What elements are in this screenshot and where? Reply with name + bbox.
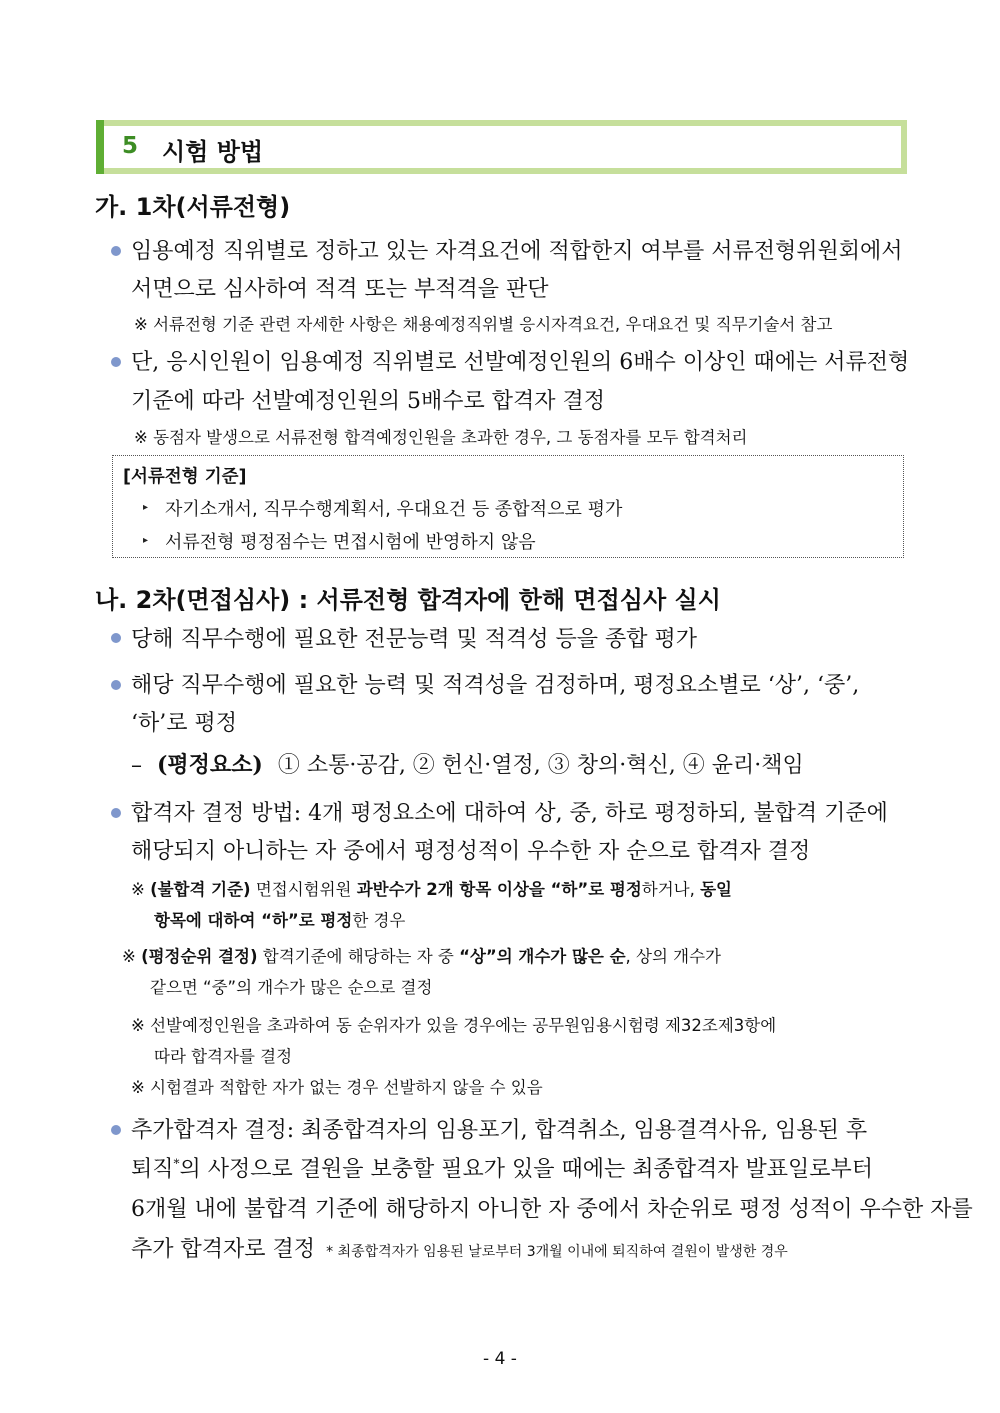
part-b-bullet2-line2: ‘하’로 평정 [131,711,237,736]
note-emphasis: 항목에 대하여 “하”로 평정 [154,911,353,930]
part-a-bullet1-line2: 서면으로 심사하여 적격 또는 부적격을 판단 [131,277,549,302]
note-tie: ※ 선발예정인원을 초과하여 동 순위자가 있을 경우에는 공무원임용시험령 제32조제3항에 [131,1016,777,1035]
bullet-dot [111,357,121,367]
note-mark: ※ [131,880,145,899]
part-b-bullet4-line1: 추가합격자 결정: 최종합격자의 임용포기, 합격취소, 임용결격사유, 임용된 후 [131,1118,868,1143]
part-a-note1: ※ 서류전형 기준 관련 자세한 사항은 채용예정직위별 응시자격요건, 우대요건 및 직무기술서 참고 [134,315,833,334]
note-text: 하거나, [641,880,701,899]
part-a-bullet2-line1: 단, 응시인원이 임용예정 직위별로 선발예정인원의 6배수 이상인 때에는 서류전형 [131,350,910,375]
part-b-bullet4-line4 [131,1232,788,1263]
triangle-bullet-icon: ▸ [143,502,149,513]
header-border-bottom [96,168,907,174]
footnote: * 최종합격자가 임용된 날로부터 3개월 이내에 퇴직하여 결원이 발생한 경우 [326,1244,788,1260]
note-fail-criteria-line2 [154,907,405,931]
part-b-bullet1: 당해 직무수행에 필요한 전문능력 및 적격성 등을 종합 평가 [131,627,697,652]
bullet-dot [111,1125,121,1135]
note-text: , 상의 개수가 [625,947,721,966]
bullet-dot [111,246,121,256]
section-number: 5 [122,133,139,159]
note-emphasis: “상”의 개수가 많은 순 [459,947,626,966]
part-a-heading: 가. 1차(서류전형) [95,193,291,221]
note-label: (불합격 기준) [150,880,251,899]
note-label: (평정순위 결정) [141,947,258,966]
note-text: 한 경우 [352,911,406,930]
note-no-selection: ※ 시험결과 적합한 자가 없는 경우 선발하지 않을 수 있음 [131,1078,543,1097]
elements-text: ① 소통·공감, ② 헌신·열정, ③ 창의·혁신, ④ 윤리·책임 [277,753,804,778]
header-border-right [901,120,907,174]
note-text: 합격기준에 해당하는 자 중 [257,947,460,966]
header-accent-bar [96,120,104,174]
part-b-bullet3-line1: 합격자 결정 방법: 4개 평정요소에 대하여 상, 중, 하로 평정하되, 불합격 기준에 [131,801,888,826]
bullet-dot [111,808,121,818]
part-a-note2: ※ 동점자 발생으로 서류전형 합격예정인원을 초과한 경우, 그 동점자를 모두 합격처리 [134,428,748,447]
part-b-bullet2-line1: 해당 직무수행에 필요한 능력 및 적격성을 검정하며, 평정요소별로 ‘상’, ‘중’, [131,673,860,698]
part-b-bullet4-line2 [131,1152,873,1183]
part-b-heading: 나. 2차(면접심사) : 서류전형 합격자에 한해 면접심사 실시 [95,586,721,614]
criteria-title: [서류전형 기준] [123,467,247,487]
line-text: 추가 합격자로 결정 [131,1237,316,1262]
criteria-item: 자기소개서, 직무수행계획서, 우대요건 등 종합적으로 평가 [165,499,623,520]
dash: – [131,753,142,778]
elements-label: (평정요소) [157,752,263,778]
footnote-mark: * [173,1156,180,1171]
page-number: - 4 - [483,1349,517,1369]
header-border-top [96,120,907,126]
section-header [96,120,907,174]
part-b-bullet4-line3: 6개월 내에 불합격 기준에 해당하지 아니한 자 중에서 차순위로 평정 성적이 우수한 자를 [131,1197,973,1222]
bullet-dot [111,680,121,690]
bullet-dot [111,633,121,643]
note-tie-line2: 따라 합격자를 결정 [154,1047,293,1066]
note-emphasis: 과반수가 2개 항목 이상을 “하”로 평정 [356,880,642,899]
triangle-bullet-icon: ▸ [143,535,149,546]
part-a-bullet1-line1: 임용예정 직위별로 정하고 있는 자격요건에 적합한지 여부를 서류전형위원회에서 [131,239,903,264]
line-text: 퇴직 [131,1157,174,1182]
criteria-item: 서류전형 평정점수는 면접시험에 반영하지 않음 [165,532,536,553]
part-b-bullet3-line2: 해당되지 아니하는 자 중에서 평정성적이 우수한 자 순으로 합격자 결정 [131,839,811,864]
note-mark: ※ [122,947,136,966]
note-text: 면접시험위원 [250,880,357,899]
criteria-box [112,455,904,558]
note-ranking-line2: 같으면 “중”의 개수가 많은 순으로 결정 [150,978,433,997]
section-title: 시험 방법 [162,138,264,166]
part-a-bullet2-line2: 기준에 따라 선발예정인원의 5배수로 합격자 결정 [131,389,606,414]
line-text: 의 사정으로 결원을 보충할 필요가 있을 때에는 최종합격자 발표일로부터 [179,1157,874,1182]
note-ranking [122,943,721,967]
evaluation-elements [131,748,804,779]
note-emphasis: 동일 [700,880,732,899]
note-fail-criteria [131,876,732,900]
